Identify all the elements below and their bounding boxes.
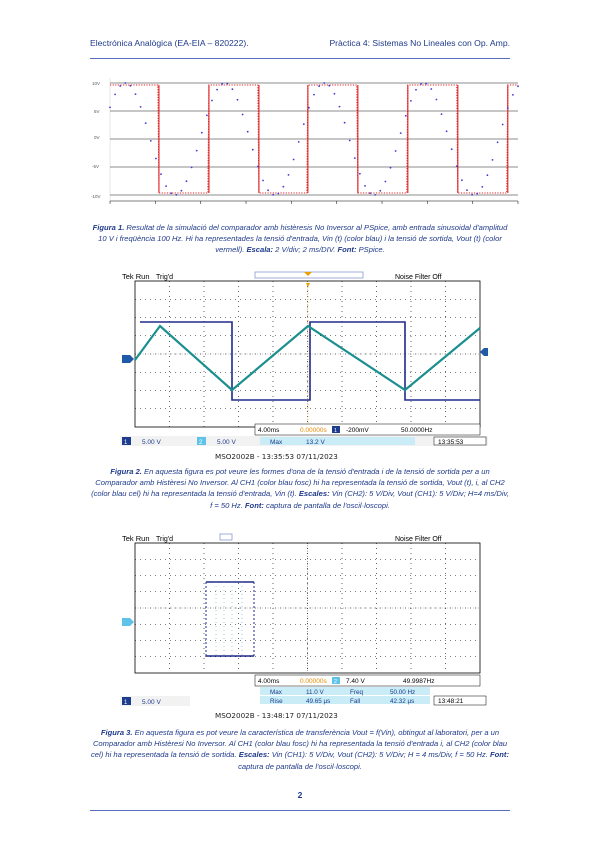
fig1-vin-point <box>288 174 290 176</box>
fig1-vin-point <box>502 124 504 126</box>
fig1-vin-point <box>344 122 346 124</box>
fig1-vin-point <box>181 190 183 192</box>
fig2-source-label: Font: <box>244 500 264 510</box>
fig1-vin-point <box>170 192 172 194</box>
figure3-caption <box>90 727 510 772</box>
fig3-source-label: Font: <box>490 750 509 760</box>
fig1-vin-point <box>150 140 152 142</box>
fig2-scale-text: Vin (CH2): 5 V/Div, Vout (CH1): 5 V/Div; H=4 ms/Div, f = 50 Hz. <box>210 489 509 510</box>
fig1-vin-point <box>308 107 310 109</box>
fig1-vin-point <box>390 167 392 169</box>
fig2-math-label: Max <box>270 439 283 446</box>
fig2-source-text: captura de pantalla de l'oscil·loscopi. <box>263 500 390 510</box>
figure1-pspice-plot <box>90 73 520 218</box>
fig1-ytick-0: 10V <box>92 81 101 86</box>
fig1-vin-point <box>303 123 305 125</box>
fig1-vin-point <box>410 100 412 102</box>
fig1-vin-point <box>471 194 473 196</box>
fig1-vin-point <box>267 189 269 191</box>
fig2-brand: Tek Run <box>122 272 150 281</box>
figure2-caption <box>90 466 510 511</box>
fig1-vin-point <box>497 141 499 143</box>
fig3-trig-pos: 0.00000s <box>300 678 327 685</box>
svg-text:2: 2 <box>199 440 203 446</box>
fig1-source-text: PSpice. <box>356 245 385 255</box>
fig2-freq: 50.0000Hz <box>401 427 433 434</box>
fig1-vin-point <box>323 82 325 84</box>
figure2-scope-footer: MSO2002B - 13:35:53 07/11/2023 <box>215 452 338 461</box>
fig3-clock: 13:48:21 <box>438 698 464 705</box>
fig1-vin-point <box>476 193 478 195</box>
fig1-vin-point <box>109 107 111 109</box>
fig2-caption-text: En aquesta figura es pot veure les formes d'ona de la tensió d'entrada i de la tensió de sortida per a un Comparador amb Histèresi No Inversor. Al CH1 (color blau fosc) hi ha representada la tensió de sortida, Vout (t), i, al CH2 (color blau cel) hi ha representada la tensió d'entrada, Vin (t). <box>91 467 505 499</box>
fig1-vin-point <box>216 89 218 91</box>
fig3-scale-label: Escales: <box>238 750 270 760</box>
fig2-clock: 13:35:53 <box>438 439 464 446</box>
fig1-vin-point <box>252 149 254 151</box>
fig1-vin-point <box>283 186 285 188</box>
svg-text:1: 1 <box>124 700 128 706</box>
fig1-vin-point <box>277 193 279 195</box>
fig1-vin-point <box>446 130 448 132</box>
fig1-vin-point <box>160 173 162 175</box>
figure1-caption <box>90 222 510 256</box>
fig1-vin-point <box>257 166 259 168</box>
fig1-vin-point <box>334 93 336 95</box>
fig3-source-text: captura de pantalla de l'oscil·loscopi. <box>238 761 362 771</box>
fig1-vin-point <box>201 132 203 134</box>
svg-text:2: 2 <box>334 679 338 685</box>
fig2-trig-level: -200mV <box>346 427 369 434</box>
fig1-vin-point <box>359 173 361 175</box>
fig3-brand: Tek Run <box>122 534 150 543</box>
fig1-vin-point <box>415 89 417 91</box>
header-course-title: Electrónica Analògica (EA-EIA – 820222). <box>90 38 249 48</box>
fig1-vin-point <box>339 106 341 108</box>
fig1-vin-point <box>456 165 458 167</box>
fig1-scale-label: Escala: <box>246 245 274 255</box>
fig2-caption-label: Figura 2. <box>110 467 142 476</box>
fig3-timebase: 4.00ms <box>258 678 280 685</box>
fig1-vin-point <box>461 179 463 181</box>
fig3-meas-value-0: 11.0 V <box>306 689 324 696</box>
fig1-vin-point <box>206 115 208 117</box>
fig3-meas-label-2: Rise <box>270 698 283 705</box>
fig1-vin-point <box>451 148 453 150</box>
fig1-ytick-1: 5V <box>94 109 100 114</box>
figure3-scope-footer: MSO2002B - 13:48:17 07/11/2023 <box>215 711 338 720</box>
figure3-scope-screen <box>120 532 488 712</box>
fig1-vin-point <box>318 85 320 87</box>
fig1-vin-point <box>512 94 514 96</box>
fig2-noise-filter: Noise Filter Off <box>395 274 442 281</box>
fig1-ytick-3: -5V <box>92 164 100 169</box>
fig3-trig: Trig'd <box>156 536 174 543</box>
fig1-vin-point <box>211 100 213 102</box>
fig1-ytick-4: -10V <box>91 194 101 199</box>
fig1-vin-point <box>221 83 223 85</box>
fig1-vin-point <box>430 88 432 90</box>
fig1-vin-point <box>481 186 483 188</box>
fig1-vin-point <box>441 113 443 115</box>
fig1-vin-point <box>466 189 468 191</box>
fig1-vin-point <box>226 83 228 85</box>
fig1-vin-point <box>400 132 402 134</box>
fig3-meas-value-3: 42.32 µs <box>390 698 415 705</box>
fig1-vin-point <box>237 99 239 101</box>
fig1-vin-point <box>135 93 137 95</box>
fig3-meas-label-3: Fall <box>350 698 361 705</box>
fig1-source-label: Font: <box>337 245 357 255</box>
fig1-vin-point <box>293 159 295 161</box>
fig3-caption-text: En aquesta figura es pot veure la característica de transferència Vout = f(Vin), obtingut al laboratori, per a un Comparador amb Histèresi No Inversor. Al CH1 (color blau fosc) hi ha representada la tensió d'entrada i, al CH2 (color blau cel) hi ha representada la tensió de sortida. <box>91 728 508 760</box>
fig2-ch1-scale: 5.00 V <box>142 439 161 446</box>
fig1-vin-point <box>420 83 422 85</box>
svg-text:1: 1 <box>124 440 128 446</box>
fig1-vin-point <box>140 106 142 108</box>
fig3-noise-filter: Noise Filter Off <box>395 536 442 543</box>
fig1-vin-point <box>191 167 193 169</box>
fig2-ch2-scale: 5.00 V <box>217 439 236 446</box>
fig1-vin-point <box>272 194 274 196</box>
fig1-vin-point <box>328 85 330 87</box>
fig1-vin-point <box>425 83 427 85</box>
fig1-ytick-2: 0V <box>94 135 100 140</box>
fig2-timebase: 4.00ms <box>258 427 280 434</box>
fig1-vin-point <box>232 88 234 90</box>
fig1-vin-point <box>369 192 371 194</box>
fig1-vin-point <box>247 131 249 133</box>
fig3-caption-label: Figura 3. <box>100 728 133 737</box>
header-rule <box>90 58 510 59</box>
fig1-vin-point <box>349 140 351 142</box>
fig1-vin-point <box>124 82 126 84</box>
fig1-vin-point <box>165 185 167 187</box>
fig3-meas-label-0: Max <box>270 689 282 696</box>
fig3-trig-level: 7.40 V <box>346 678 365 685</box>
fig1-vin-point <box>313 94 315 96</box>
svg-text:1: 1 <box>334 428 338 434</box>
fig1-vin-point <box>405 115 407 117</box>
fig1-vin-point <box>364 185 366 187</box>
fig1-vin-point <box>186 180 188 182</box>
fig1-vin-point <box>175 194 177 196</box>
fig1-vin-point <box>196 150 198 152</box>
fig1-vin-point <box>119 85 121 87</box>
fig1-vin-point <box>517 85 519 87</box>
fig1-vin-point <box>130 85 132 87</box>
fig1-vin-point <box>385 181 387 183</box>
fig1-vin-point <box>487 174 489 176</box>
fig1-vin-point <box>298 141 300 143</box>
fig2-trig-pos: 0.00000s <box>300 427 327 434</box>
fig1-vin-point <box>395 150 397 152</box>
fig1-caption-label: Figura 1. <box>92 223 125 232</box>
fig1-vin-point <box>374 194 376 196</box>
fig2-trig: Trig'd <box>156 274 174 281</box>
fig3-ch1-scale: 5.00 V <box>142 699 161 706</box>
fig3-meas-value-1: 50.00 Hz <box>390 689 416 696</box>
fig2-math-value: 13.2 V <box>306 439 325 446</box>
fig1-vin-point <box>507 107 509 109</box>
page-number: 2 <box>297 790 303 800</box>
fig1-vin-point <box>354 157 356 159</box>
fig1-vin-point <box>492 159 494 161</box>
fig3-freq: 49.9987Hz <box>403 678 435 685</box>
fig1-vin-point <box>436 99 438 101</box>
fig1-vin-point <box>114 94 116 96</box>
fig1-caption-text: Resultat de la simulació del comparador amb histèresis No Inversor al PSpice, amb entrada sinusoidal d'amplitud 10 V i freqüència 100 Hz. Hi ha representades la tensió d'entrada, Vin (t) (color blau) i la tensió de sortida, Vout (t) (color vermell). <box>98 223 508 255</box>
fig1-vin-point <box>242 114 244 116</box>
fig3-meas-label-1: Freq <box>350 689 363 696</box>
fig1-vin-point <box>262 180 264 182</box>
figure2-scope-screen <box>120 270 488 452</box>
header-practice-title: Pràctica 4: Sistemas No Lineales con Op. Amp. <box>329 38 510 48</box>
fig2-scale-label: Escales: <box>298 489 330 499</box>
fig1-scale-text: 2 V/div; 2 ms/DIV. <box>273 245 338 255</box>
fig1-vin-point <box>155 158 157 160</box>
fig1-vin-point <box>379 190 381 192</box>
fig1-vin-point <box>145 122 147 124</box>
fig3-scale-text: Vin (CH1): 5 V/Div, Vout (CH2): 5 V/Div; H = 4 ms/Div, f = 50 Hz. <box>269 750 490 760</box>
fig3-meas-value-2: 49.65 µs <box>306 698 331 705</box>
footer-rule <box>90 810 510 811</box>
